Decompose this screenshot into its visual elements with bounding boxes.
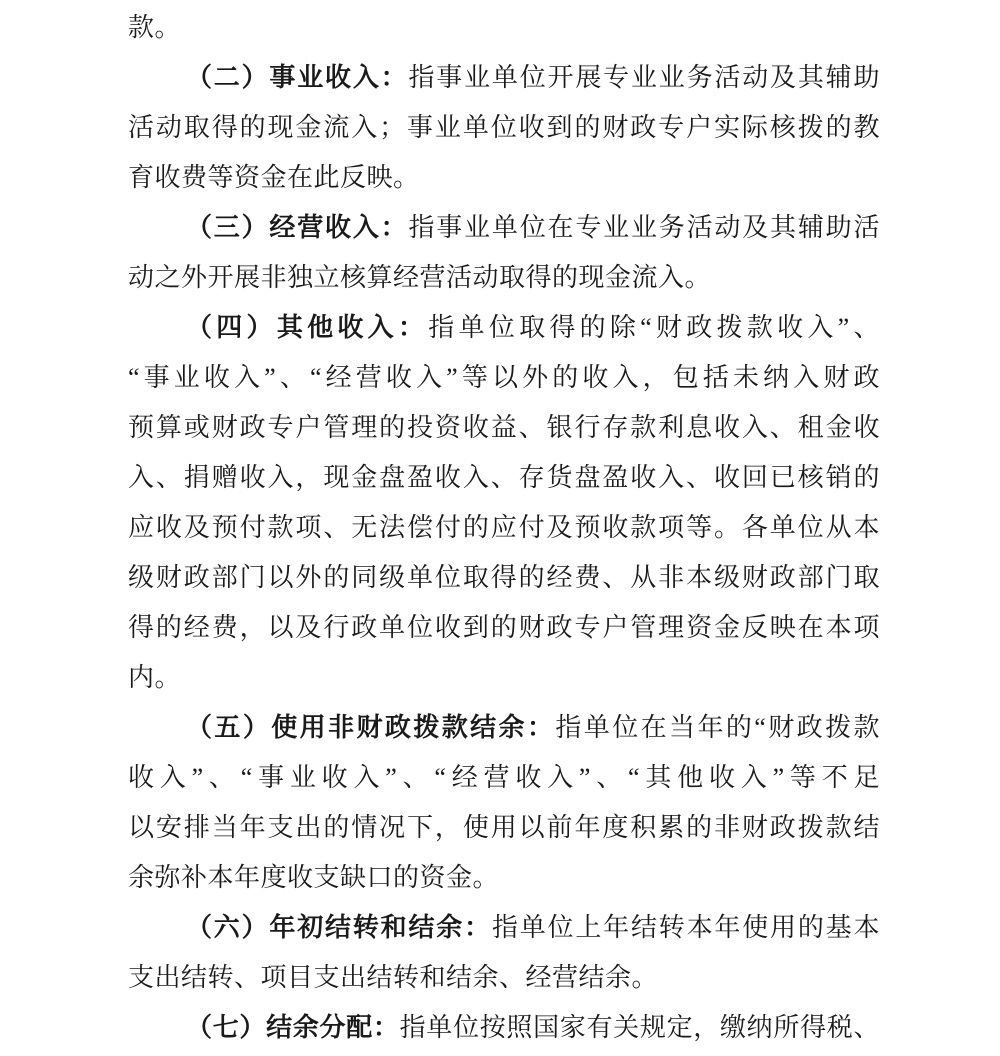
line-text: 预算或财政专户管理的投资收益、银行存款利息收入、租金收 [128, 413, 880, 442]
line-text: “事业收入”、“经营收入”等以外的收入，包括未纳入财政 [128, 363, 880, 392]
section-label: （六）年初结转和结余： [186, 913, 492, 942]
text-line [128, 3, 880, 53]
text-line [128, 803, 880, 853]
line-text: 入、捐赠收入，现金盘盈收入、存货盘盈收入、收回已核销的 [128, 463, 880, 492]
section-label: （四）其他收入： [186, 313, 429, 342]
line-text: 指单位在当年的“财政拨款 [555, 713, 880, 742]
line-text: 应收及预付款项、无法偿付的应付及预收款项等。各单位从本 [128, 513, 880, 542]
text-line [128, 253, 880, 303]
line-text: 余弥补本年度收支缺口的资金。 [128, 863, 500, 892]
text-line [128, 153, 880, 203]
line-text: 款。 [128, 13, 182, 42]
line-text: 活动取得的现金流入；事业单位收到的财政专户实际核拨的教 [128, 113, 880, 142]
line-text: 得的经费，以及行政单位收到的财政专户管理资金反映在本项 [128, 613, 880, 642]
text-line [128, 453, 880, 503]
text-line [128, 103, 880, 153]
line-text: 收入”、“事业收入”、“经营收入”、“其他收入”等不足 [128, 763, 880, 792]
text-line [128, 353, 880, 403]
line-text: 指事业单位在专业业务活动及其辅助活 [408, 213, 880, 242]
section-label: （七）结余分配： [186, 1013, 400, 1042]
text-line [128, 903, 880, 953]
line-text: 支出结转、项目支出结转和结余、经营结余。 [128, 963, 659, 992]
line-text: 育收费等资金在此反映。 [128, 163, 420, 192]
line-text: 指事业单位开展专业业务活动及其辅助 [408, 63, 880, 92]
line-text: 内。 [128, 663, 182, 692]
text-line [128, 703, 880, 753]
text-line [128, 953, 880, 1003]
line-text: 指单位取得的除“财政拨款收入”、 [428, 313, 880, 342]
text-line [128, 853, 880, 903]
text-line [128, 753, 880, 803]
text-line [128, 553, 880, 603]
section-label: （二）事业收入： [186, 63, 409, 92]
text-line [128, 403, 880, 453]
text-line [128, 653, 880, 703]
text-line [128, 203, 880, 253]
text-line [128, 53, 880, 103]
line-text: 动之外开展非独立核算经营活动取得的现金流入。 [128, 263, 712, 292]
text-line [128, 503, 880, 553]
line-text: 级财政部门以外的同级单位取得的经费、从非本级财政部门取 [128, 563, 880, 592]
section-label: （五）使用非财政拨款结余： [186, 713, 556, 742]
section-label: （三）经营收入： [186, 213, 409, 242]
text-line [128, 603, 880, 653]
line-text: 以安排当年支出的情况下，使用以前年度积累的非财政拨款结 [128, 813, 880, 842]
text-line [128, 303, 880, 353]
line-text: 指单位上年结转本年使用的基本 [491, 913, 880, 942]
text-column [128, 3, 880, 1053]
text-line [128, 1003, 880, 1053]
line-text: 指单位按照国家有关规定，缴纳所得税、 [399, 1013, 880, 1042]
